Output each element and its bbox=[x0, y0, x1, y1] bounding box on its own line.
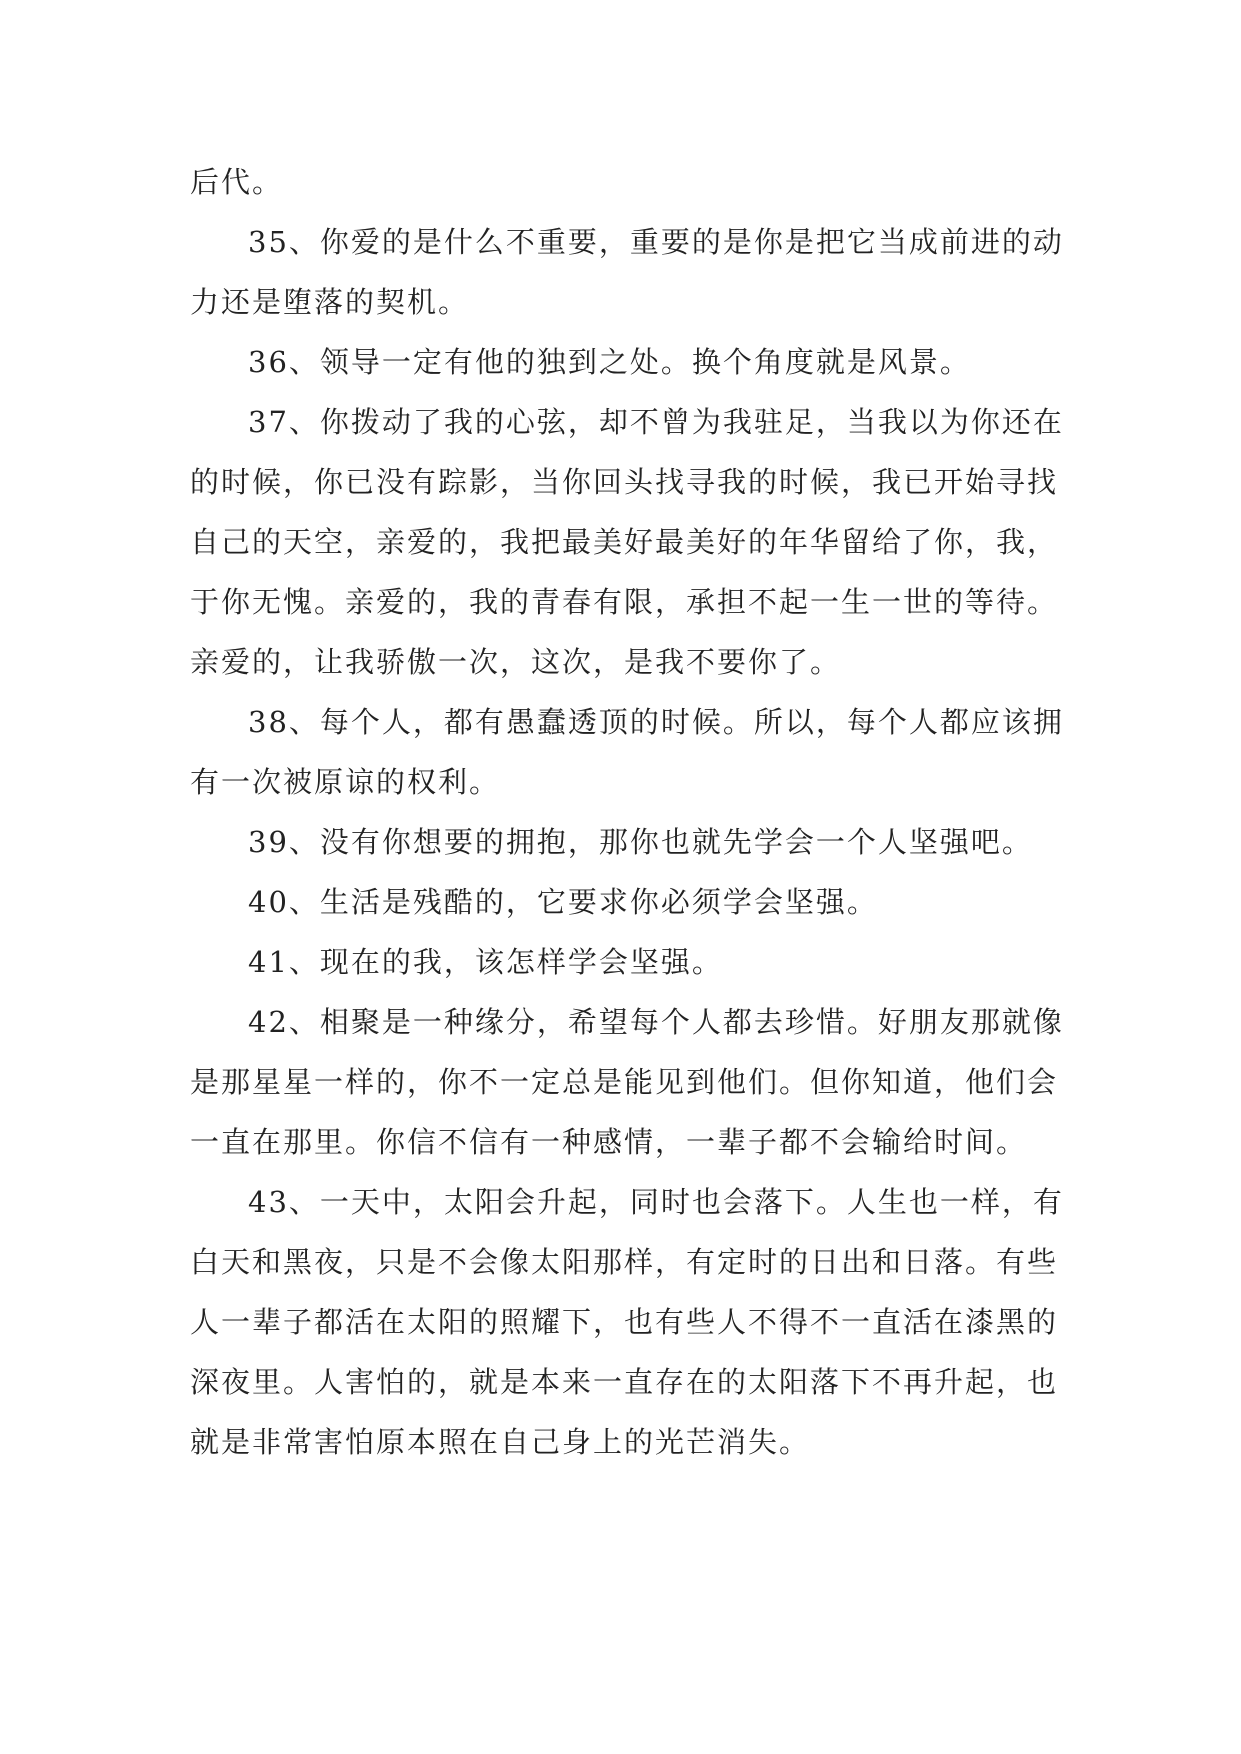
paragraph-37: 37、你拨动了我的心弦，却不曾为我驻足，当我以为你还在的时候，你已没有踪影，当你回头找寻我的时候，我已开始寻找自己的天空，亲爱的，我把最美好最美好的年华留给了你，我，于你无愧。亲爱的，我的青春有限，承担不起一生一世的等待。亲爱的，让我骄傲一次，这次，是我不要你了。 bbox=[190, 405, 1064, 679]
paragraph-36: 36、领导一定有他的独到之处。换个角度就是风景。 bbox=[248, 345, 971, 379]
paragraph-42: 42、相聚是一种缘分，希望每个人都去珍惜。好朋友那就像是那星星一样的，你不一定总是能见到他们。但你知道，他们会一直在那里。你信不信有一种感情，一辈子都不会输给时间。 bbox=[190, 1005, 1064, 1159]
paragraph-40: 40、生活是残酷的，它要求你必须学会坚强。 bbox=[248, 885, 878, 919]
paragraph-41: 41、现在的我，该怎样学会坚强。 bbox=[248, 945, 723, 979]
document-body bbox=[190, 152, 1070, 1472]
paragraph-43: 43、一天中，太阳会升起，同时也会落下。人生也一样，有白天和黑夜，只是不会像太阳那样，有定时的日出和日落。有些人一辈子都活在太阳的照耀下，也有些人不得不一直活在漆黑的深夜里。人害怕的，就是本来一直存在的太阳落下不再升起，也就是非常害怕原本照在自己身上的光芒消失。 bbox=[190, 1185, 1064, 1459]
paragraph-38: 38、每个人，都有愚蠢透顶的时候。所以，每个人都应该拥有一次被原谅的权利。 bbox=[190, 705, 1064, 799]
paragraph-35: 35、你爱的是什么不重要，重要的是你是把它当成前进的动力还是堕落的契机。 bbox=[190, 225, 1064, 319]
paragraph-continuation: 后代。 bbox=[190, 165, 284, 199]
paragraph-39: 39、没有你想要的拥抱，那你也就先学会一个人坚强吧。 bbox=[248, 825, 1033, 859]
